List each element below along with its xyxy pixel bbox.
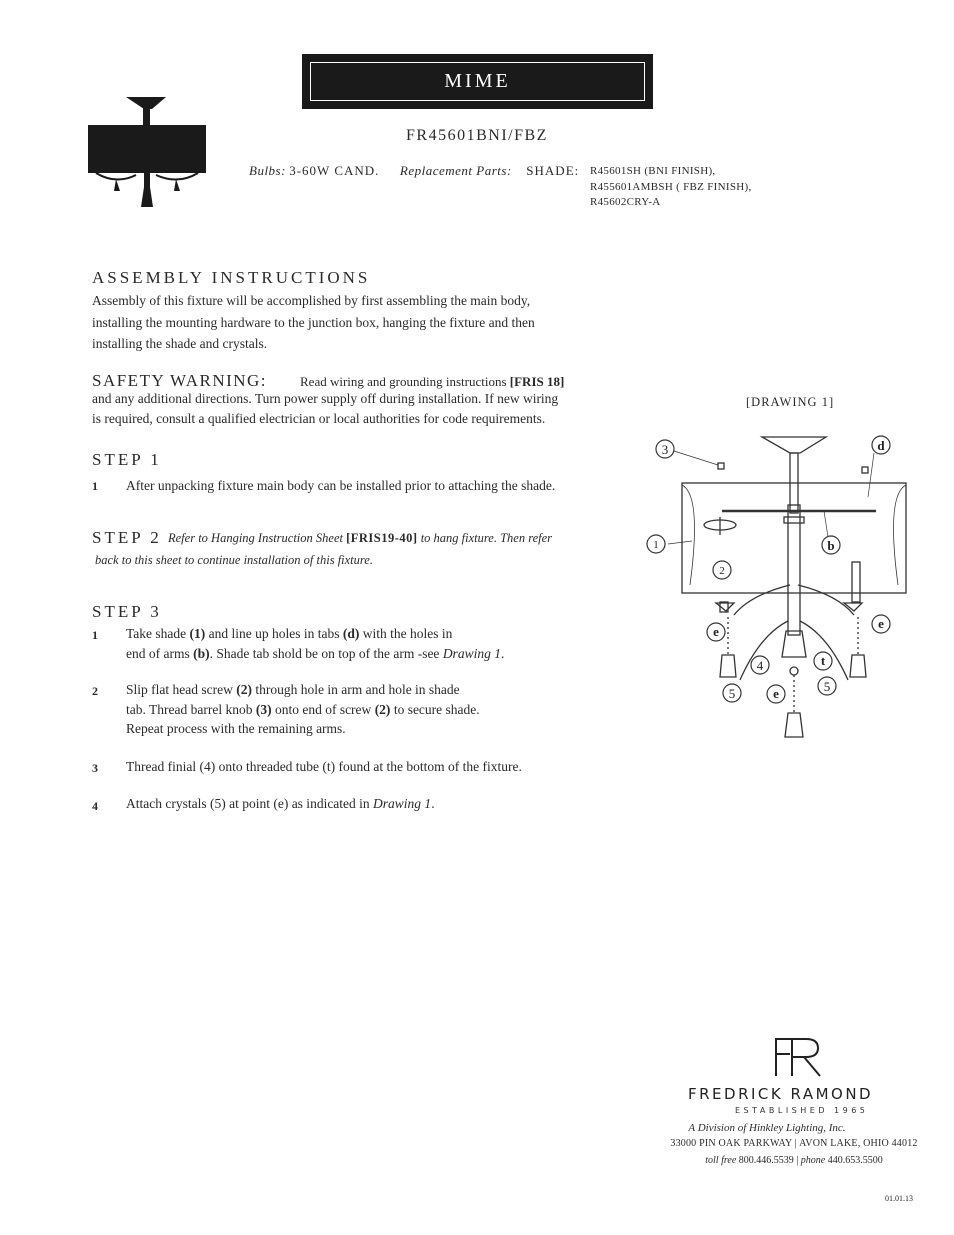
callout-5: 5: [823, 679, 831, 694]
division-text: A Division of Hinkley Lighting, Inc.: [688, 1122, 846, 1134]
text: and line up holes in tabs: [205, 626, 343, 641]
shade-part: R45601SH (BNI FINISH),: [590, 165, 716, 177]
callout-t: t: [820, 653, 826, 668]
callout-b: b: [827, 538, 835, 553]
toll-number: 800.446.5539: [738, 1155, 794, 1166]
step3-item-4: [126, 793, 435, 815]
step3-num: 4: [92, 799, 98, 813]
text: Slip flat head screw: [126, 682, 237, 697]
callout-1: 1: [653, 539, 659, 551]
assembly-heading: ASSEMBLY INSTRUCTIONS: [92, 268, 371, 287]
drawing-label: [DRAWING 1]: [746, 395, 835, 409]
shade-label: SHADE:: [526, 163, 580, 178]
step3-item-2: [126, 680, 480, 739]
text: to secure shade.: [390, 701, 480, 717]
fr-monogram-logo: [770, 1036, 826, 1078]
safety-text: Read wiring and grounding instructions: [300, 374, 510, 389]
text: Attach crystals (5) at point (e) as indicated in: [126, 796, 374, 811]
bulbs-label: Bulbs:: [249, 163, 286, 178]
assembly-line: installing the shade and crystals.: [92, 336, 268, 351]
model-number: FR45601BNI/FBZ: [406, 127, 548, 144]
ref: (2): [374, 701, 391, 717]
text: through hole in arm and hole in shade: [251, 682, 460, 697]
step2-text: Refer to Hanging Instruction Sheet: [168, 531, 347, 545]
text: with the holes in: [359, 626, 453, 641]
brand-name: FREDRICK RAMOND: [688, 1085, 874, 1103]
callout-2: 2: [719, 565, 725, 577]
doc-date: 01.01.13: [885, 1194, 913, 1203]
text: end of arms: [126, 645, 194, 661]
step3-num: 3: [92, 761, 98, 775]
callout-e: e: [878, 616, 884, 631]
text: Take shade: [126, 626, 190, 641]
step2-line1: [168, 531, 552, 546]
text: . Shade tab shold be on top of the arm -see: [209, 645, 443, 661]
step3-heading: STEP 3: [92, 602, 162, 621]
title-banner: [302, 54, 653, 109]
phone-label: phone: [800, 1155, 826, 1166]
ref: (2): [236, 682, 252, 697]
step3-item-3: Thread finial (4) onto threaded tube (t) found at the bottom of the fixture.: [126, 759, 522, 774]
assembly-line: Assembly of this fixture will be accomplished by first assembling the main body,: [92, 293, 531, 308]
step3-item-1: [126, 624, 504, 663]
step2-heading: STEP 2: [92, 528, 162, 547]
shade-part: R455601AMBSH ( FBZ FINISH),: [590, 180, 752, 193]
step1-num: 1: [92, 479, 98, 493]
product-thumbnail: [86, 95, 210, 213]
text: .: [431, 796, 435, 811]
text: onto end of screw: [271, 701, 375, 717]
step3-num: 1: [92, 628, 98, 642]
callout-4: 4: [756, 658, 764, 673]
step1-text: After unpacking fixture main body can be installed prior to attaching the shade.: [126, 478, 556, 493]
page-title: MIME: [310, 62, 645, 101]
callout-e: e: [773, 686, 779, 701]
fris-hanging-ref: [FRIS19-40]: [346, 531, 418, 545]
step2-line2: back to this sheet to continue installation of this fixture.: [95, 553, 373, 567]
replacement-label: Replacement Parts:: [399, 163, 512, 178]
shade-part: R45602CRY-A: [590, 196, 661, 208]
step3-num: 2: [92, 684, 98, 698]
established: ESTABLISHED 1965: [735, 1106, 869, 1115]
assembly-drawing: [640, 425, 920, 745]
safety-heading: SAFETY WARNING:: [92, 371, 268, 390]
callout-5: 5: [728, 686, 736, 701]
assembly-text: [92, 290, 535, 355]
safety-line: and any additional directions. Turn power supply off during installation. If new wiring: [92, 391, 559, 406]
text: tab. Thread barrel knob: [126, 701, 256, 717]
bulbs-info: [249, 163, 579, 179]
shade-parts-list: [590, 164, 752, 211]
phone-line: toll free 800.446.5539 | phone 440.653.5500: [705, 1155, 883, 1166]
ref: (b): [193, 645, 210, 661]
address: 33000 PIN OAK PARKWAY | AVON LAKE, OHIO 44012: [670, 1138, 918, 1149]
phone-number: 440.653.5500: [827, 1155, 883, 1166]
callout-e: e: [713, 624, 719, 639]
drawing-ref: Drawing 1: [373, 796, 432, 811]
safety-text-block: [92, 389, 558, 429]
ref: (1): [189, 626, 206, 641]
bulbs-value: 3-60W CAND.: [289, 163, 380, 178]
safety-line: is required, consult a qualified electrician or local authorities for code requirements.: [92, 411, 546, 426]
text: .: [500, 645, 505, 661]
step1-heading: STEP 1: [92, 450, 162, 469]
callout-3: 3: [661, 442, 669, 457]
ref: (d): [342, 626, 360, 641]
assembly-line: installing the mounting hardware to the junction box, hanging the fixture and then: [92, 314, 535, 330]
step2-text: to hang fixture. Then refer: [417, 531, 553, 545]
text: Repeat process with the remaining arms.: [126, 721, 346, 736]
callout-d: d: [877, 438, 885, 453]
toll-label: toll free: [705, 1155, 737, 1166]
ref: (3): [255, 701, 272, 717]
fris-ref: [FRIS 18]: [509, 374, 565, 389]
drawing-ref: Drawing 1: [442, 645, 501, 661]
